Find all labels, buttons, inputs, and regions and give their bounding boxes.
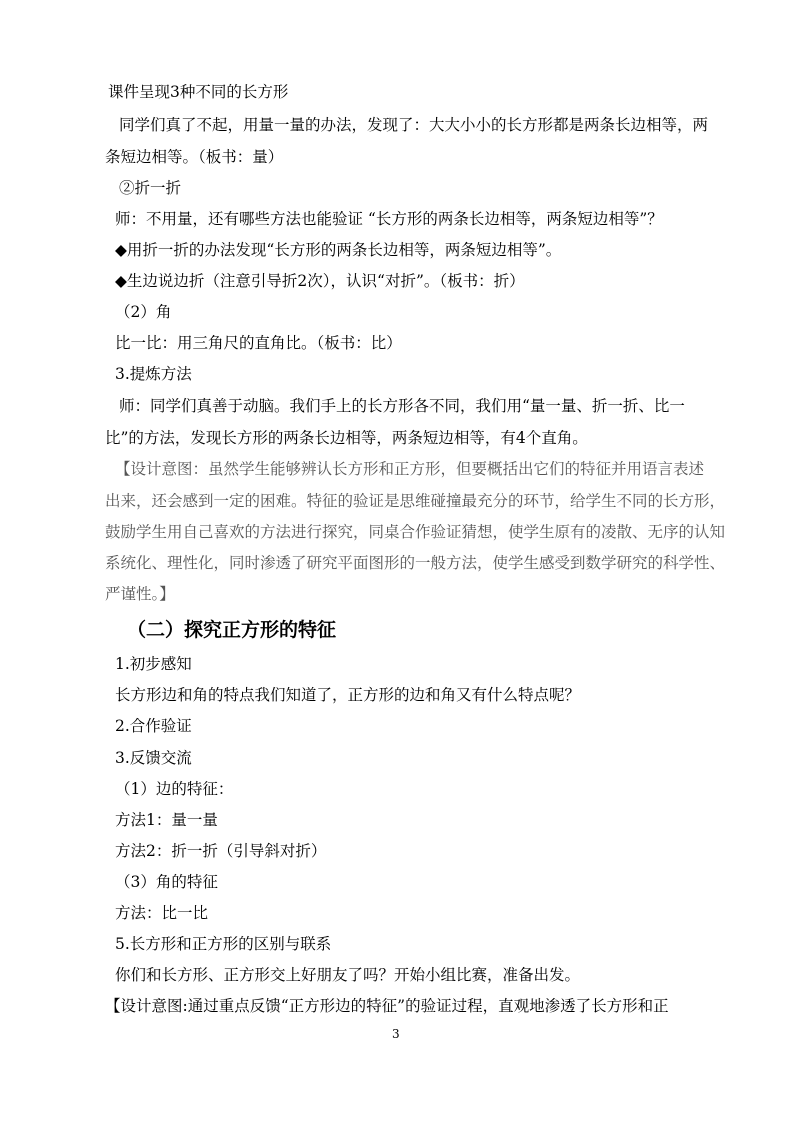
text-line: 长方形边和角的特点我们知道了，正方形的边和角又有什么特点呢？	[115, 686, 581, 704]
text-line: 课件呈现3种不同的长方形	[108, 83, 289, 101]
text-line: 比”的方法，发现长方形的两条长边相等，两条短边相等，有4个直角。	[105, 429, 588, 447]
text-line: 【设计意图:通过重点反馈“正方形边的特征”的验证过程，直观地渗透了长方形和正	[105, 997, 669, 1015]
text-line: （3）角的特征	[115, 873, 218, 891]
text-line: 同学们真了不起，用量一量的办法，发现了：大大小小的长方形都是两条长边相等，两	[119, 116, 709, 134]
text-line: ◆用折一折的办法发现“长方形的两条长边相等，两条短边相等”。	[115, 241, 562, 259]
section-heading: （二）探究正方形的特征	[127, 619, 337, 641]
text-line: （2）角	[115, 303, 172, 321]
text-line: 1.初步感知	[115, 655, 192, 673]
text-line: 比一比：用三角尺的直角比。（板书：比）	[115, 334, 402, 352]
design-note-line: 出来，还会感到一定的困难。特征的验证是思维碰撞最充分的环节，给学生不同的长方形，	[105, 492, 726, 510]
text-line: 方法：比一比	[115, 904, 209, 922]
design-note-line: 鼓励学生用自己喜欢的方法进行探究，同桌合作验证猜想，使学生原有的凌散、无序的认知	[105, 523, 726, 541]
text-line: 3.反馈交流	[115, 749, 192, 767]
text-line: ②折一折	[119, 179, 182, 197]
text-line: ◆生边说边折（注意引导折2次），认识“对折”。（板书：折）	[115, 272, 525, 290]
design-note-line: 系统化、理性化，同时渗透了研究平面图形的一般方法，使学生感受到数学研究的科学性、	[105, 554, 726, 572]
page-number: 3	[392, 1027, 400, 1041]
text-line: 方法2：折一折（引导斜对折）	[115, 842, 327, 860]
text-line: （1）边的特征：	[115, 780, 234, 798]
text-line: 方法1：量一量	[115, 811, 218, 829]
design-note-line: 【设计意图：虽然学生能够辨认长方形和正方形，但要概括出它们的特征并用语言表述	[115, 460, 705, 478]
text-line: 师：不用量，还有哪些方法也能验证 “长方形的两条长边相等，两条短边相等”？	[115, 210, 663, 228]
text-line: 5.长方形和正方形的区别与联系	[115, 935, 332, 953]
text-line: 3.提炼方法	[115, 365, 192, 383]
design-note-line: 严谨性。】	[105, 585, 175, 603]
text-line: 你们和长方形、正方形交上好朋友了吗？开始小组比赛，准备出发。	[115, 966, 581, 984]
text-line: 条短边相等。（板书：量）	[105, 148, 284, 166]
text-line: 2.合作验证	[115, 717, 192, 735]
text-line: 师：同学们真善于动脑。我们手上的长方形各不同，我们用“量一量、折一折、比一	[119, 397, 685, 415]
